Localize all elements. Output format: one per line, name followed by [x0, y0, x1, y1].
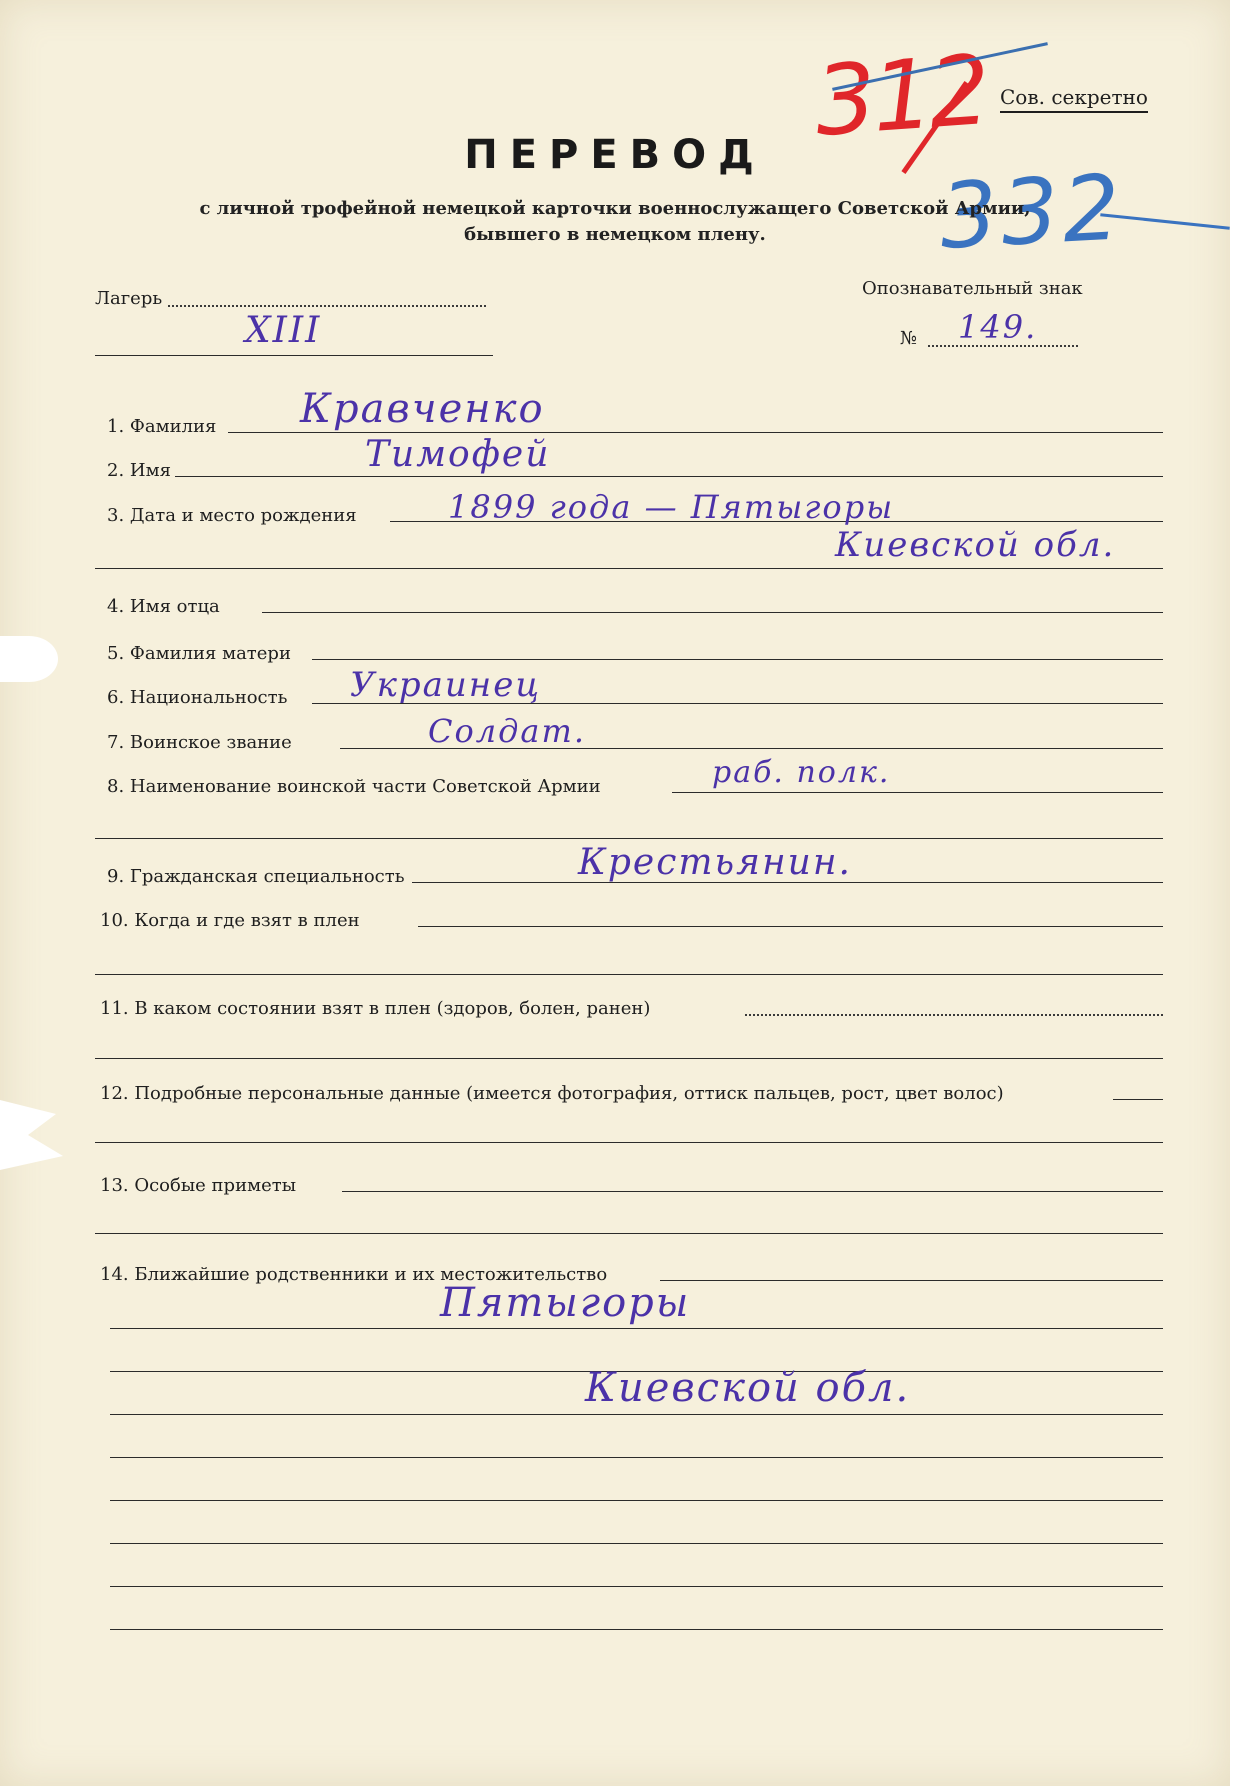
relatives-rule-4 — [110, 1457, 1163, 1458]
field-name-rule — [175, 476, 1163, 477]
field-birth-rule-2 — [95, 568, 1163, 569]
stamp-number-blue: 332 — [937, 155, 1127, 270]
field-birth-value: 1899 года — Пятыгоры — [448, 488, 895, 526]
field-father-label: 4. Имя отца — [107, 596, 220, 617]
field-relatives-value: Пятыгоры — [440, 1280, 691, 1326]
field-rank-label: 7. Воинское звание — [107, 732, 292, 753]
document-subtitle — [150, 196, 1080, 248]
field-unit-label: 8. Наименование воинской части Советской Армии — [107, 776, 601, 797]
camp-value: XIII — [245, 310, 322, 351]
id-value: 149. — [958, 308, 1038, 346]
field-mother-label: 5. Фамилия матери — [107, 643, 291, 664]
classification-label: Сов. секретно — [1000, 85, 1148, 113]
field-relatives-rule — [660, 1280, 1163, 1281]
relatives-rule-3 — [110, 1414, 1163, 1415]
relatives-rule-5 — [110, 1500, 1163, 1501]
field-captured-label: 10. Когда и где взят в плен — [100, 910, 360, 931]
field-nationality-label: 6. Национальность — [107, 687, 288, 708]
field-father-rule — [262, 612, 1163, 613]
field-condition-rule-2 — [95, 1058, 1163, 1059]
field-marks-label: 13. Особые приметы — [100, 1175, 297, 1196]
field-captured-rule — [418, 926, 1163, 927]
field-marks-rule — [342, 1191, 1163, 1192]
field-relatives-value-2: Киевской обл. — [585, 1365, 911, 1411]
document-title: ПЕРЕВОД — [464, 132, 766, 178]
camp-dotted-line — [168, 305, 486, 307]
field-personal-data-rule-2 — [95, 1142, 1163, 1143]
field-birth-label: 3. Дата и место рождения — [107, 505, 357, 526]
field-nationality-value: Украинец — [350, 665, 542, 705]
stamp-number-red: 312 — [811, 34, 990, 158]
id-mark-label: Опознавательный знак — [862, 278, 1083, 299]
field-profession-value: Крестьянин. — [578, 842, 852, 883]
field-relatives-label: 14. Ближайшие родственники и их местожительство — [100, 1264, 608, 1285]
camp-rule — [95, 355, 493, 356]
subtitle-line-2: бывшего в немецком плену. — [464, 224, 766, 245]
field-captured-rule-2 — [95, 974, 1163, 975]
punched-hole — [0, 636, 58, 682]
field-condition-dotted-line — [745, 1014, 1163, 1016]
field-name-value: Тимофей — [365, 434, 551, 475]
field-unit-value: раб. полк. — [712, 755, 891, 790]
field-mother-rule — [312, 659, 1163, 660]
id-number-sign: № — [900, 328, 918, 349]
field-surname-rule — [228, 432, 1163, 433]
field-personal-data-label: 12. Подробные персональные данные (имеется фотография, оттиск пальцев, рост, цвет волос) — [100, 1083, 1004, 1104]
relatives-rule-7 — [110, 1586, 1163, 1587]
relatives-rule-8 — [110, 1629, 1163, 1630]
torn-edge — [0, 1100, 70, 1170]
field-birth-value-2: Киевской обл. — [835, 525, 1116, 565]
field-unit-rule — [672, 792, 1163, 793]
field-profession-label: 9. Гражданская специальность — [107, 866, 405, 887]
field-unit-rule-2 — [95, 838, 1163, 839]
camp-label: Лагерь — [95, 288, 163, 309]
field-surname-value: Кравченко — [300, 386, 545, 432]
field-name-label: 2. Имя — [107, 460, 171, 481]
field-rank-value: Солдат. — [428, 712, 586, 750]
relatives-rule-6 — [110, 1543, 1163, 1544]
field-marks-rule-2 — [95, 1233, 1163, 1234]
subtitle-line-1: с личной трофейной немецкой карточки военнослужащего Советской Армии, — [199, 198, 1031, 219]
field-surname-label: 1. Фамилия — [107, 416, 217, 437]
field-condition-label: 11. В каком состоянии взят в плен (здоров, болен, ранен) — [100, 998, 651, 1019]
field-personal-data-rule — [1113, 1099, 1163, 1100]
relatives-rule-1 — [110, 1328, 1163, 1329]
